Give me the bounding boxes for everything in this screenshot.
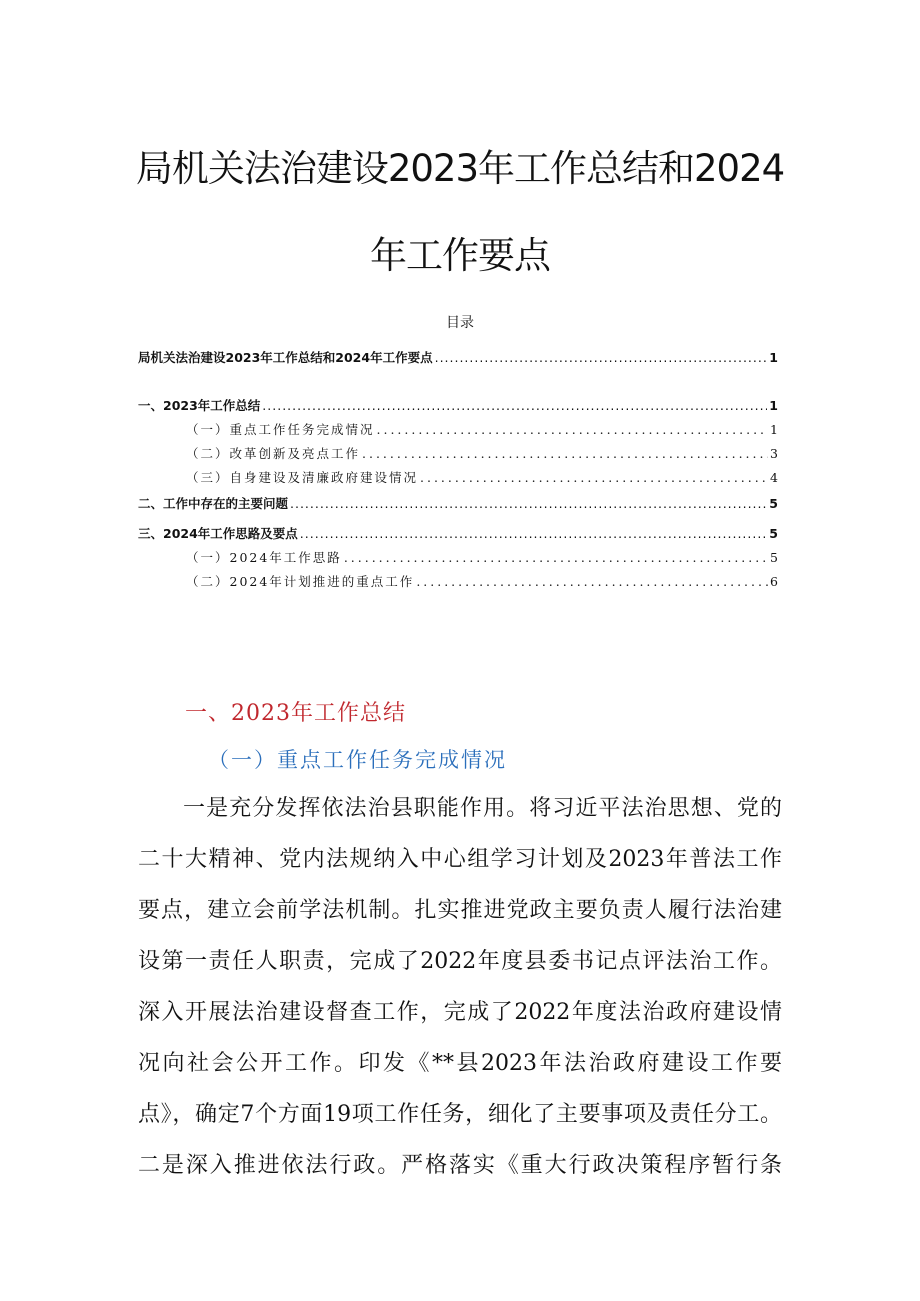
toc-entry-page: 3 — [770, 446, 778, 461]
body-text-line: 深入开展法治建设督查工作，完成了2022年度法治政府建设情 — [138, 1000, 782, 1025]
toc-entry-label: （二）改革创新及亮点工作 — [186, 446, 361, 461]
toc-entry-section-3-2[interactable] — [186, 572, 778, 590]
toc-leader-dots — [300, 526, 768, 541]
toc-entry-section-1-2[interactable] — [186, 444, 778, 462]
toc-entry-section-1-3[interactable] — [186, 468, 778, 486]
toc-leader-dots — [344, 550, 768, 565]
toc-heading: 目录 — [446, 315, 474, 331]
toc-entry-section-1-1[interactable] — [186, 420, 778, 438]
toc-entry-page: 1 — [769, 398, 778, 413]
toc-entry-label: 一、2023年工作总结 — [138, 398, 261, 413]
section-heading-1: 一、2023年工作总结 — [185, 701, 406, 726]
toc-entry-page: 1 — [769, 350, 778, 365]
body-text-line: 二十大精神、党内法规纳入中心组学习计划及2023年普法工作 — [138, 847, 782, 872]
toc-entry-label: （一）重点工作任务完成情况 — [186, 422, 375, 437]
toc-entry-page: 4 — [770, 470, 778, 485]
toc-entry-page: 5 — [769, 496, 778, 511]
toc-entry-section-3-1[interactable] — [186, 548, 778, 566]
toc-entry-label: 二、工作中存在的主要问题 — [138, 496, 289, 511]
toc-entry-section-2[interactable] — [138, 494, 778, 512]
toc-entry-section-1[interactable] — [138, 396, 778, 414]
section-heading-1-1: （一）重点工作任务完成情况 — [208, 748, 507, 772]
body-text-line: 况向社会公开工作。印发《**县2023年法治政府建设工作要 — [138, 1051, 782, 1076]
toc-entry-label: （三）自身建设及清廉政府建设情况 — [186, 470, 419, 485]
toc-entry-label: 局机关法治建设2023年工作总结和2024年工作要点 — [138, 350, 433, 365]
body-text-line: 二是深入推进依法行政。严格落实《重大行政决策程序暂行条 — [138, 1153, 782, 1178]
toc-entry-label: （二）2024年计划推进的重点工作 — [186, 574, 415, 589]
body-text-line: 要点，建立会前学法机制。扎实推进党政主要负责人履行法治建 — [138, 898, 782, 923]
document-title-line-2: 年工作要点 — [370, 234, 550, 277]
toc-entry-label: 三、2024年工作思路及要点 — [138, 526, 298, 541]
toc-entry-label: （一）2024年工作思路 — [186, 550, 342, 565]
toc-leader-dots — [416, 574, 768, 589]
toc-entry-title[interactable] — [138, 348, 778, 366]
body-text-line: 一是充分发挥依法治县职能作用。将习近平法治思想、党的 — [183, 796, 782, 821]
body-text-line: 点》，确定7个方面19项工作任务，细化了主要事项及责任分工。 — [138, 1102, 782, 1127]
toc-leader-dots — [262, 398, 767, 413]
toc-entry-page: 6 — [770, 574, 778, 589]
toc-leader-dots — [420, 470, 768, 485]
toc-leader-dots — [435, 350, 768, 365]
body-text-line: 设第一责任人职责，完成了2022年度县委书记点评法治工作。 — [138, 949, 782, 974]
toc-leader-dots — [290, 496, 767, 511]
toc-entry-page: 5 — [769, 526, 778, 541]
toc-entry-section-3[interactable] — [138, 524, 778, 542]
toc-entry-page: 5 — [770, 550, 778, 565]
toc-leader-dots — [377, 422, 769, 437]
document-title-line-1: 局机关法治建设2023年工作总结和2024 — [135, 147, 785, 190]
toc-leader-dots — [362, 446, 768, 461]
toc-entry-page: 1 — [770, 422, 778, 437]
